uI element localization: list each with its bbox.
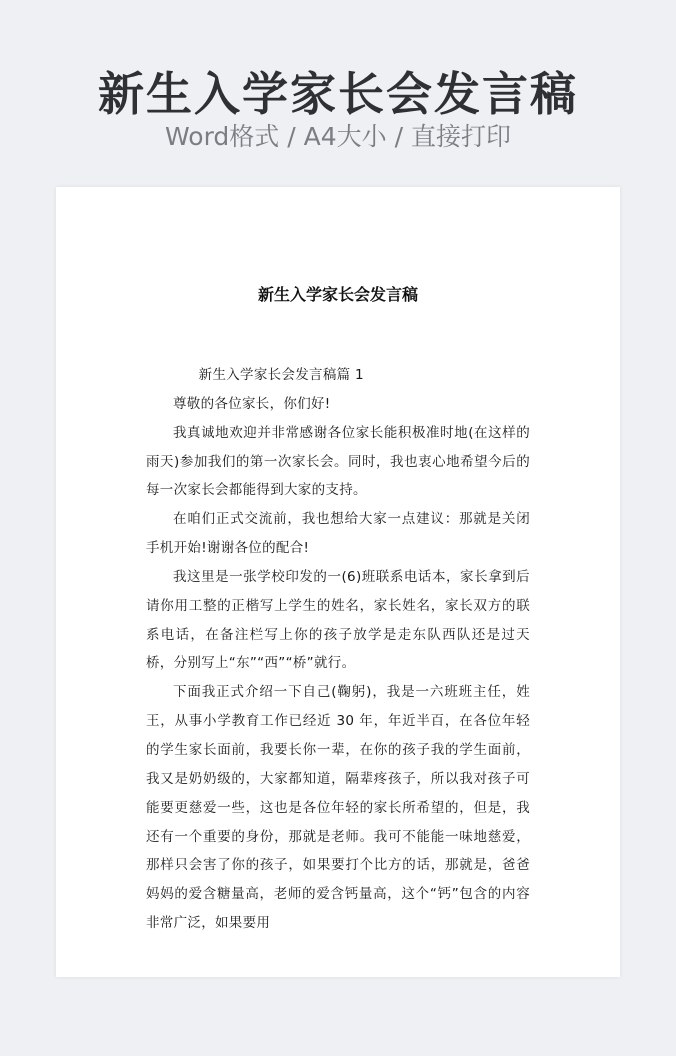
page-title: 新生入学家长会发言稿 xyxy=(98,67,578,121)
paragraph-welcome: 我真诚地欢迎并非常感谢各位家长能积极准时地(在这样的雨天)参加我们的第一次家长会。同时，我也衷心地希望今后的每一次家长会都能得到大家的支持。 xyxy=(146,424,530,499)
paragraph-suggestion: 在咱们正式交流前，我也想给大家一点建议：那就是关闭手机开始!谢谢各位的配合! xyxy=(146,511,530,557)
document-body xyxy=(146,361,530,938)
page-subtitle: Word格式 / A4大小 / 直接打印 xyxy=(165,122,511,151)
paragraph-introduction: 下面我正式介绍一下自己(鞠躬)，我是一六班班主任，姓王，从事小学教育工作已经近 30 年，年近半百，在各位年轻的学生家长面前，我要长你一辈，在你的孩子我的学生面前，我又是奶奶级的，大家都知道，隔辈疼孩子，所以我对孩子可能要更慈爱一些，这也是各位年轻的家长所希望的，但是，我还有一个重要的身份，那就是老师。我可不能能一味地慈爱，那样只会害了你的孩子，如果要打个比方的话，那就是，爸爸妈妈的爱含糖量高，老师的爱含钙量高，这个“钙”包含的内容非常广泛，如果要用 xyxy=(146,684,530,932)
document-title: 新生入学家长会发言稿 xyxy=(257,285,418,304)
section-heading: 新生入学家长会发言稿篇 1 xyxy=(198,367,364,383)
document-page xyxy=(56,187,620,977)
paragraph-greeting: 尊敬的各位家长，你们好! xyxy=(173,395,331,412)
header-banner xyxy=(0,0,676,180)
paragraph-contact-book: 我这里是一张学校印发的一(6)班联系电话本，家长拿到后请你用工整的正楷写上学生的姓名，家长姓名，家长双方的联系电话，在备注栏写上你的孩子放学是走东队西队还是过天桥，分别写上“东”“西”“桥”就行。 xyxy=(146,568,530,672)
